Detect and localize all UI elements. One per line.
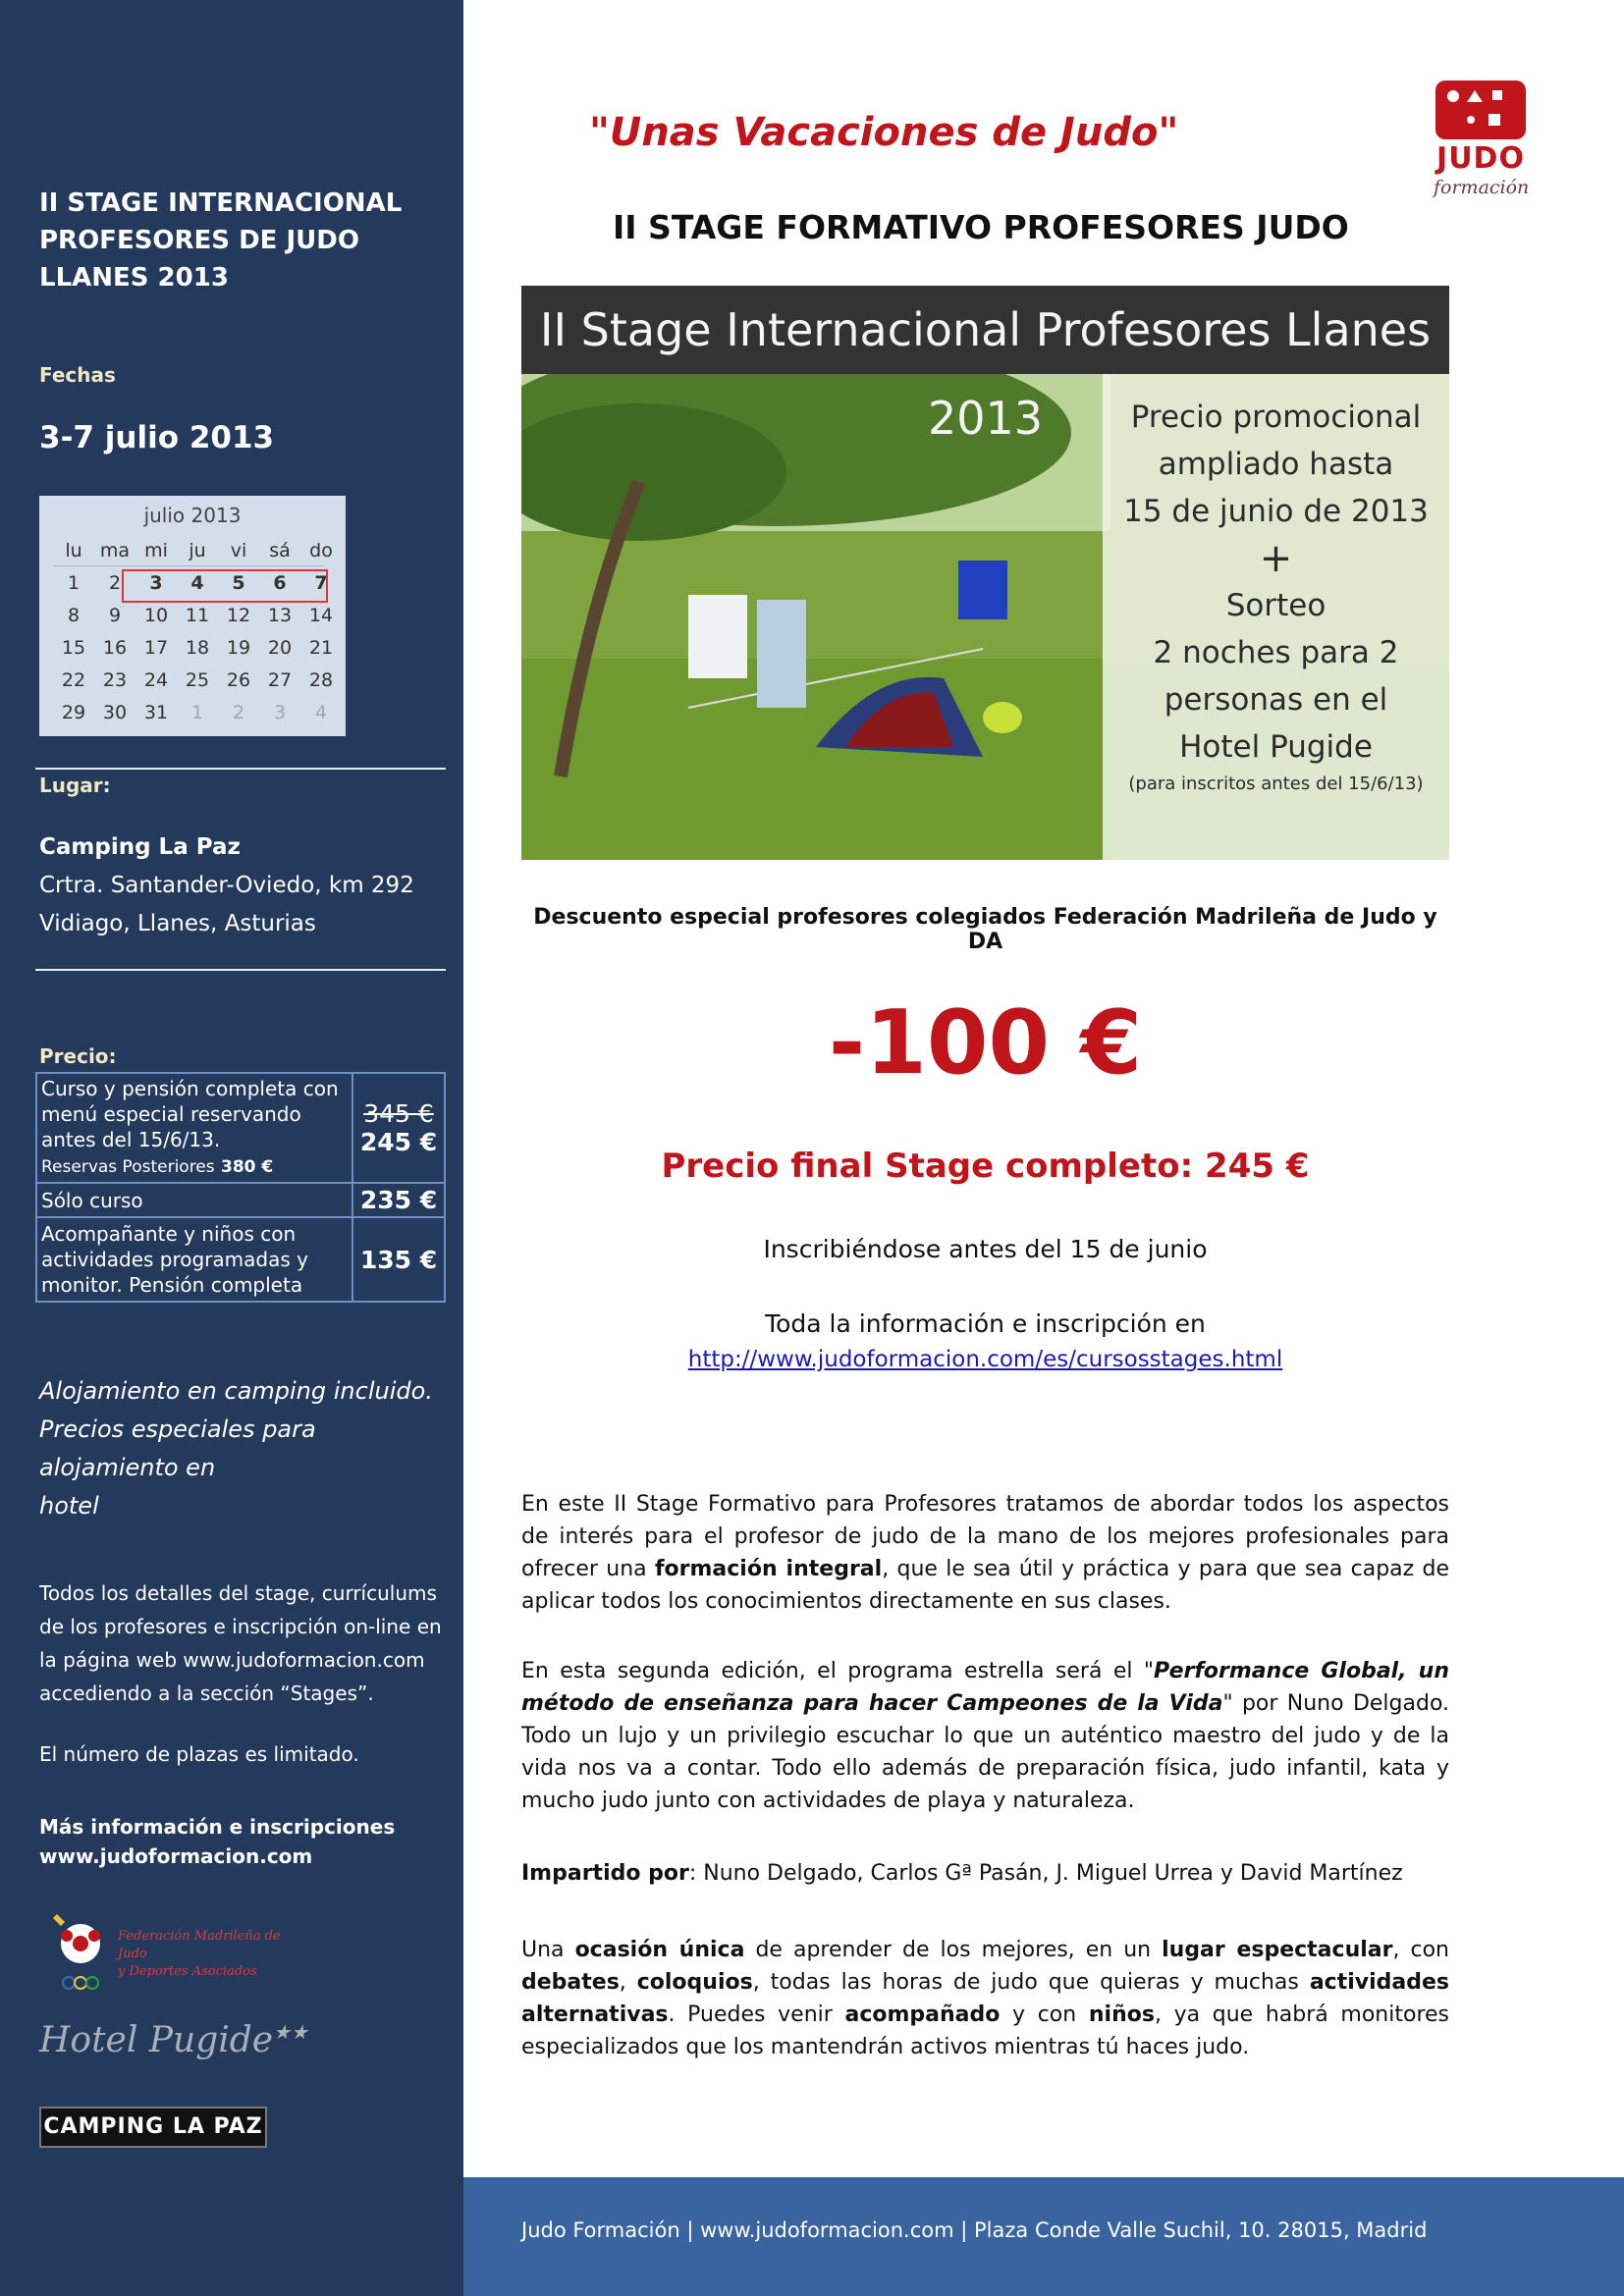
fechas-label: Fechas (39, 363, 116, 387)
instructors-list: : Nuno Delgado, Carlos Gª Pasán, J. Miguel Urrea y David Martínez (688, 1861, 1403, 1886)
sidebar-title-line: PROFESORES DE JUDO (39, 226, 359, 255)
calendar-day: 17 (143, 637, 169, 659)
headline: II STAGE FORMATIVO PROFESORES JUDO (613, 208, 1349, 246)
calendar-day: 31 (143, 702, 169, 723)
text: Una (521, 1938, 575, 1962)
old-price: 345 € (363, 1099, 434, 1128)
paragraph-occasion (521, 1934, 1449, 2063)
text: y con (1000, 2002, 1089, 2027)
emphasis: lugar espectacular (1162, 1938, 1393, 1962)
sidebar-title-line: LLANES 2013 (39, 263, 229, 293)
calendar-month: julio 2013 (143, 504, 242, 527)
emphasis: acompañado (844, 2002, 1001, 2027)
text: , todas las horas de judo que quieras y muchas (752, 1970, 1310, 1995)
stars-icon: ★★ (273, 2020, 308, 2044)
promo-line: 15 de junio de 2013 (1123, 494, 1429, 529)
info-text: Toda la información e inscripción en (765, 1309, 1206, 1338)
sidebar (0, 0, 463, 2296)
logo-sub: formación (1434, 177, 1530, 198)
tagline: "Unas Vacaciones de Judo" (589, 110, 1179, 155)
fmj-logo (47, 1908, 312, 1997)
price-table (35, 1072, 446, 1303)
promo-plus: + (1259, 536, 1293, 581)
paragraph-instructors (521, 1857, 1449, 1890)
paragraph-intro (521, 1488, 1449, 1618)
calendar-weekday: ma (99, 540, 131, 561)
alojamiento-note (39, 1372, 452, 1525)
alojamiento-line: Precios especiales para alojamiento en (39, 1415, 316, 1481)
calendar-day: 5 (232, 572, 245, 594)
new-price: 245 € (359, 1128, 438, 1156)
details-line: accediendo a la sección “Stages”. (39, 1682, 374, 1705)
promo-panel (1103, 374, 1449, 860)
fmj-rose-icon (47, 1908, 116, 1997)
precio-label: Precio: (39, 1044, 117, 1068)
calendar-grid (53, 535, 332, 729)
calendar-day: 1 (67, 572, 81, 594)
calendar-day: 27 (267, 669, 293, 691)
venue-name: Camping La Paz (39, 834, 241, 860)
calendar-day: 30 (102, 702, 128, 723)
emphasis: debates (521, 1970, 620, 1995)
price-row (36, 1217, 445, 1302)
fmj-logo-line: y Deportes Asociados (118, 1964, 257, 1979)
price-value: 235 € (352, 1183, 445, 1217)
calendar-day: 7 (314, 572, 328, 594)
price-description (36, 1073, 352, 1183)
price-description: Sólo curso (36, 1183, 352, 1217)
promo-line: Sorteo (1225, 588, 1326, 623)
logo-speech-box (1435, 80, 1526, 139)
calendar-day: 26 (226, 669, 251, 691)
calendar-weekday: sá (269, 540, 291, 561)
text: . Puedes venir (668, 2002, 845, 2027)
calendar-weekday: do (309, 540, 333, 561)
calendar-day: 22 (61, 669, 86, 691)
text: En este II Stage Formativo para Profesores tratamos de abordar todos los aspectos de interés para el profesor de judo de la mano de los mejores profesionales para ofrecer una (521, 1492, 1449, 1581)
calendar-day: 10 (143, 605, 169, 626)
calendar-day: 14 (308, 605, 334, 626)
alojamiento-line: hotel (39, 1492, 99, 1520)
calendar-day: 19 (226, 637, 251, 659)
price-value: 135 € (352, 1217, 445, 1302)
price-row (36, 1073, 445, 1183)
discount-amount: -100 € (828, 991, 1143, 1095)
venue-address-1: Crtra. Santander-Oviedo, km 292 (39, 873, 414, 898)
promo-line: ampliado hasta (1158, 447, 1394, 482)
promo-note: (para inscritos antes del 15/6/13) (1128, 774, 1424, 794)
calendar (39, 496, 346, 736)
price-row (36, 1183, 445, 1217)
text: , ya que habrá monitores especializados que los mantendrán activos mientras tú haces judo. (521, 2002, 1450, 2059)
calendar-day: 3 (149, 572, 163, 594)
promo-line: Precio promocional (1130, 400, 1422, 435)
price-note: Reservas Posteriores (41, 1157, 215, 1177)
calendar-divider (53, 565, 324, 566)
text: " por Nuno Delgado. Todo un lujo y un privilegio escuchar lo que un auténtico maestro del judo y de la vida nos va a contar. Todo ello además de preparación física, judo infantil, kata y mucho judo junto con actividades de playa y naturaleza. (521, 1691, 1450, 1813)
calendar-day: 6 (273, 572, 287, 594)
program-title: Performance Global, un método de enseñanza para hacer Campeones de la Vida (521, 1659, 1449, 1716)
sidebar-divider (35, 969, 446, 971)
fmj-logo-line: Federación Madrileña de Judo (118, 1929, 281, 1961)
calendar-weekday: ju (189, 540, 206, 561)
lugar-label: Lugar: (39, 774, 111, 797)
final-price: Precio final Stage completo: 245 € (661, 1147, 1310, 1186)
calendar-weekday: mi (144, 540, 168, 561)
calendar-day: 4 (190, 572, 204, 594)
calendar-selected-range (122, 569, 328, 603)
venue-address-2: Vidiago, Llanes, Asturias (39, 911, 316, 936)
sidebar-title (39, 185, 452, 296)
details-line: la página web www.judoformacion.com (39, 1648, 425, 1672)
calendar-day: 9 (108, 605, 122, 626)
price-description: Acompañante y niños con actividades programadas y monitor. Pensión completa (36, 1217, 352, 1302)
promo-photo (521, 286, 1449, 860)
mas-info-line: Más información e inscripciones (39, 1815, 396, 1839)
camping-la-paz-logo: CAMPING LA PAZ (39, 2107, 267, 2148)
emphasis: ocasión única (574, 1938, 745, 1962)
calendar-day: 29 (61, 702, 86, 723)
footer (463, 2177, 1624, 2296)
calendar-day: 12 (226, 605, 251, 626)
text: En esta segunda edición, el programa estrella será el " (521, 1659, 1155, 1683)
calendar-day: 25 (185, 669, 210, 691)
mas-info-link[interactable]: www.judoformacion.com (39, 1844, 313, 1868)
details-text (39, 1576, 452, 1710)
footer-text: Judo Formación | www.judoformacion.com | Plaza Conde Valle Suchil, 10. 28015, Madrid (521, 2218, 1428, 2242)
price-value (352, 1073, 445, 1183)
instructors-label: Impartido por (521, 1861, 689, 1886)
text: , que le sea útil y práctica y para que sea capaz de aplicar todos los conocimientos directamente en sus clases. (521, 1557, 1449, 1614)
promo-line: personas en el (1164, 682, 1388, 718)
calendar-day: 2 (232, 702, 245, 723)
price-description-text: Curso y pensión completa con menú especial reservando antes del 15/6/13. (41, 1077, 339, 1151)
judo-formacion-logo (1434, 80, 1528, 200)
calendar-day: 23 (102, 669, 128, 691)
photo-banner: II Stage Internacional Profesores Llanes 2013 (521, 286, 1449, 374)
calendar-day: 8 (67, 605, 81, 626)
emphasis: niños (1088, 2002, 1155, 2027)
details-line: Todos los detalles del stage, currículums (39, 1581, 437, 1605)
price-note-value: 380 € (220, 1157, 274, 1177)
alojamiento-line: Alojamiento en camping incluido. (39, 1377, 433, 1405)
calendar-day: 1 (190, 702, 204, 723)
event-dates: 3-7 julio 2013 (39, 420, 275, 455)
calendar-day: 20 (267, 637, 293, 659)
paragraph-program (521, 1655, 1449, 1817)
text: , con (1392, 1938, 1449, 1962)
calendar-day: 15 (61, 637, 86, 659)
promo-line: 2 noches para 2 (1153, 635, 1399, 670)
calendar-day: 16 (102, 637, 128, 659)
logo-word: JUDO (1436, 141, 1525, 176)
text: , (619, 1970, 637, 1995)
calendar-day: 21 (308, 637, 334, 659)
calendar-weekday: lu (65, 540, 82, 561)
calendar-day: 2 (108, 572, 122, 594)
calendar-day: 18 (185, 637, 210, 659)
deadline-text: Inscribiéndose antes del 15 de junio (763, 1235, 1208, 1263)
details-line: de los profesores e inscripción on-line en (39, 1615, 442, 1638)
calendar-day: 28 (308, 669, 334, 691)
emphasis: formación integral (654, 1557, 883, 1581)
promo-line: Hotel Pugide (1179, 729, 1373, 765)
emphasis: actividades alternativas (521, 1970, 1449, 2027)
mas-info (39, 1812, 452, 1871)
calendar-day: 13 (267, 605, 293, 626)
calendar-weekday: vi (230, 540, 247, 561)
calendar-day: 11 (185, 605, 210, 626)
calendar-day: 24 (143, 669, 169, 691)
hotel-logo-text: Hotel Pugide (39, 2020, 274, 2060)
emphasis: coloquios (636, 1970, 753, 1995)
sidebar-title-line: II STAGE INTERNACIONAL (39, 188, 403, 218)
calendar-day: 3 (273, 702, 287, 723)
plazas-text: El número de plazas es limitado. (39, 1742, 359, 1766)
hotel-pugide-logo (39, 2020, 308, 2060)
sidebar-divider (35, 768, 446, 770)
calendar-day: 4 (314, 702, 328, 723)
discount-text: Descuento especial profesores colegiados Federación Madrileña de Judo y DA (533, 905, 1437, 954)
courses-link[interactable]: http://www.judoformacion.com/es/cursosstages.html (687, 1347, 1283, 1372)
logo-icons (1435, 80, 1526, 139)
text: de aprender de los mejores, en un (744, 1938, 1163, 1962)
